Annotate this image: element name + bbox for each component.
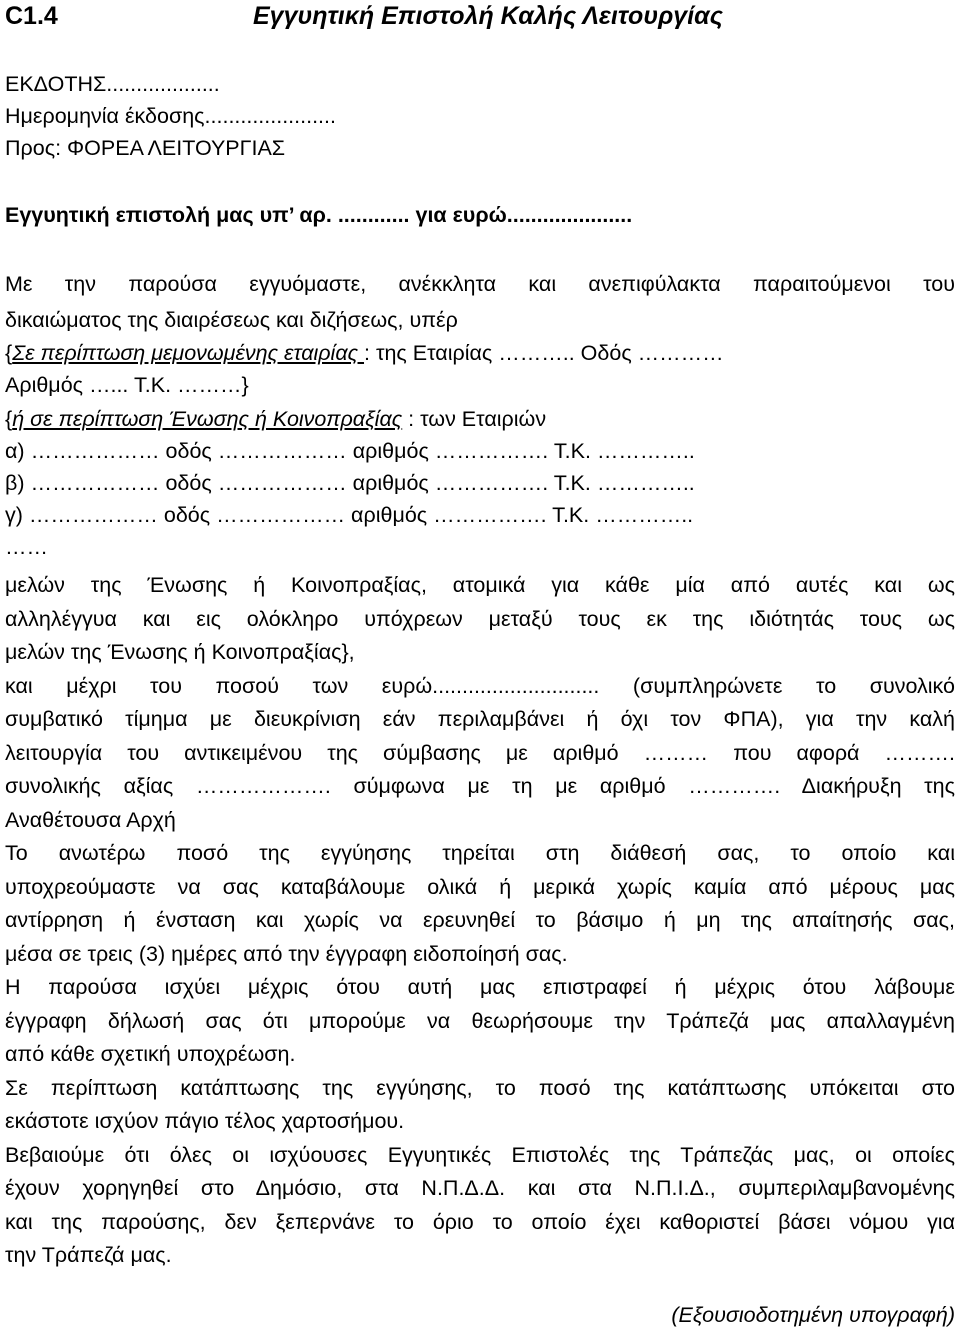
member-b-line: β) ……………… οδός ……………… αριθμός ……………. Τ.Κ. ………….. bbox=[5, 471, 695, 495]
body-line: από κάθε σχετική υποχρέωση. bbox=[5, 1042, 296, 1066]
body-line: και της παρούσης, δεν ξεπερνάνε το όριο το οποίο έχει καθοριστεί βάσει νόμου για bbox=[5, 1209, 955, 1234]
union-label: ή σε περίπτωση Ένωσης ή Κοινοπραξίας bbox=[12, 407, 403, 431]
single-brace: { bbox=[5, 341, 13, 365]
body-line: Αναθέτουσα Αρχή bbox=[5, 807, 176, 832]
union-brace: { bbox=[5, 407, 13, 431]
member-a-line: α) ……………… οδός ……………… αριθμός ……………. Τ.Κ. ………….. bbox=[5, 439, 695, 463]
body-line: συμβατικό τίμημα με διευκρίνιση εάν περιλαμβάνει ή όχι τον ΦΠΑ), για την καλή bbox=[5, 707, 955, 731]
document-header bbox=[5, 0, 955, 34]
body-line: Το ανωτέρω ποσό της εγγύησης τηρείται στη διάθεσή σας, το οποίο και bbox=[5, 841, 955, 865]
body-line: αλληλέγγυα και εις ολόκληρο υπόχρεων μεταξύ τους εκ της ιδιότητάς τους ως bbox=[5, 606, 955, 631]
document-title: Εγγυητική Επιστολή Καλής Λειτουργίας bbox=[253, 2, 723, 30]
union-companies-label: : των Εταιριών bbox=[402, 407, 547, 431]
body-line: Η παρούσα ισχύει μέχρις ότου αυτή μας επιστραφεί ή μέχρις ότου λάβουμε bbox=[5, 975, 955, 999]
authorized-signature: (Εξουσιοδοτημένη υπογραφή) bbox=[671, 1303, 955, 1327]
body-line: Σε περίπτωση κατάπτωσης της εγγύησης, το ποσό της κατάπτωσης υπόκειται στο bbox=[5, 1075, 955, 1100]
intro-paragraph bbox=[5, 268, 955, 302]
subject-line: Εγγυητική επιστολή μας υπ’ αρ. ............ για ευρώ..................... bbox=[5, 203, 633, 227]
body-line: μέσα σε τρεις (3) ημέρες από την έγγραφη ειδοποίησή σας. bbox=[5, 941, 568, 966]
recipient-line: Προς: ΦΟΡΕΑ ΛΕΙΤΟΥΡΓΙΑΣ bbox=[5, 136, 286, 160]
body-line: λειτουργία του αντικειμένου της σύμβασης με αριθμό ……… που αφορά ………. bbox=[5, 740, 955, 765]
body-line: υποχρεούμαστε να σας καταβάλουμε ολικά ή μερικά χωρίς καμία από μέρους μας bbox=[5, 874, 955, 899]
intro-line-2: δικαιώματος της διαιρέσεως και διζήσεως, υπέρ bbox=[5, 308, 458, 332]
single-company-clause bbox=[5, 338, 724, 368]
issuer-line: ΕΚΔΟΤΗΣ................... bbox=[5, 72, 220, 96]
body-line: Βεβαιούμε ότι όλες οι ισχύουσες Εγγυητικές Επιστολές της Τράπεζάς μας, οι οποίες bbox=[5, 1142, 955, 1167]
body-line: έγγραφη δήλωσή σας ότι μπορούμε να θεωρήσουμε την Τράπεζά μας απαλλαγμένη bbox=[5, 1008, 955, 1033]
single-company-line-2: Αριθμός …... Τ.Κ. ………} bbox=[5, 373, 249, 397]
body-line: αντίρρηση ή ένσταση και χωρίς να ερευνηθεί το βάσιμο ή μη της απαίτησής σας, bbox=[5, 908, 955, 932]
issue-date-line: Ημερομηνία έκδοσης...................... bbox=[5, 104, 336, 128]
single-company-fields: : της Εταιρίας ……….. Οδός ………… bbox=[364, 341, 724, 365]
body-line: μελών της Ένωσης ή Κοινοπραξίας, ατομικά για κάθε μία από αυτές και ως bbox=[5, 573, 955, 597]
member-more-line: …… bbox=[5, 535, 48, 559]
body-line: έχουν χορηγηθεί στο Δημόσιο, στα Ν.Π.Δ.Δ. και στα Ν.Π.Ι.Δ., συμπεριλαμβανομένης bbox=[5, 1176, 955, 1200]
body-line: συνολικής αξίας ………………. σύμφωνα με τη με αριθμό …………. Διακήρυξη της bbox=[5, 774, 955, 798]
single-company-label: Σε περίπτωση μεμονωμένης εταιρίας bbox=[12, 341, 365, 365]
body-line: μελών της Ένωσης ή Κοινοπραξίας}, bbox=[5, 640, 355, 664]
body-line: εκάστοτε ισχύον πάγιο τέλος χαρτοσήμου. bbox=[5, 1109, 405, 1133]
union-clause bbox=[5, 404, 546, 434]
body-line: και μέχρι του ποσού των ευρώ............................ (συμπληρώνετε το συνολικό bbox=[5, 673, 955, 698]
section-number: C1.4 bbox=[5, 2, 58, 30]
body-line: την Τράπεζά μας. bbox=[5, 1243, 172, 1267]
intro-line-1: Με την παρούσα εγγυόμαστε, ανέκκλητα και ανεπιφύλακτα παραιτούμενοι του bbox=[5, 272, 955, 296]
member-c-line: γ) ……………… οδός ……………… αριθμός ……………. Τ.Κ. ………….. bbox=[5, 503, 694, 527]
body-text bbox=[5, 569, 955, 1273]
